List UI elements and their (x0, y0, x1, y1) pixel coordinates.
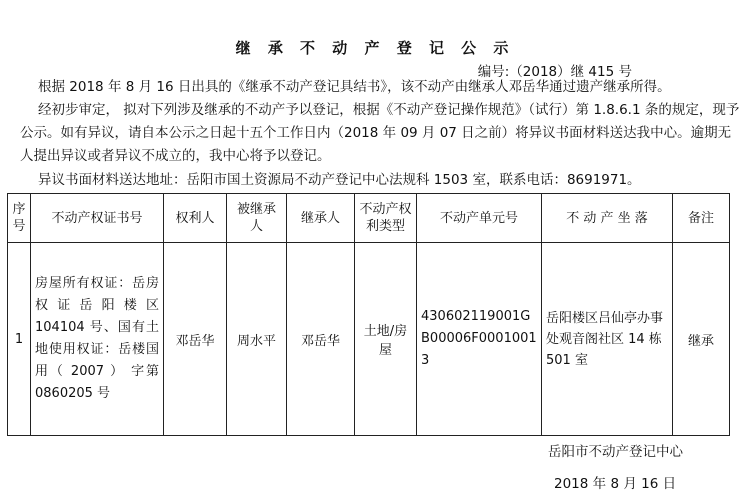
cell-heir: 邓岳华 (287, 243, 355, 436)
cell-decedent: 周水平 (227, 243, 287, 436)
paragraph-address: 异议书面材料送达地址：岳阳市国土资源局不动产登记中心法规科 1503 室，联系电话：8691971。 (38, 172, 641, 188)
paragraph-review: 经初步审定， 拟对下列涉及继承的不动产予以登记，根据《不动产登记操作规范》（试行）第 1.8.6.1 条的规定，现予公示。如有异议，请自本公示之日起十五个工作日内（2018 年 09 月 07 日之前）将异议书面材料送达我中心。逾期无人提出异议或者异议不成立的，我中心将予以登记。 (20, 102, 740, 164)
table-row (8, 243, 730, 436)
paragraph-basis: 根据 2018 年 8 月 16 日出具的《继承不动产登记具结书》，该不动产由继承人邓岳华通过遗产继承所得。 (38, 79, 671, 95)
table-header-row (8, 194, 730, 243)
cell-remark: 继承 (673, 243, 730, 436)
header-heir: 继承人 (287, 194, 355, 243)
header-unit-no: 不动产单元号 (417, 194, 542, 243)
registration-table (7, 193, 730, 436)
reference-number: 编号:（2018）继 415 号 (477, 64, 632, 80)
notice-title: 继 承 不 动 产 登 记 公 示 (235, 39, 515, 57)
header-seq: 序号 (8, 194, 31, 243)
header-right-holder: 权利人 (164, 194, 227, 243)
cell-right-holder: 邓岳华 (164, 243, 227, 436)
cell-unit-no: 430602119001GB00006F00010013 (417, 243, 542, 436)
cell-right-type: 土地/房屋 (355, 243, 417, 436)
issue-date: 2018 年 8 月 16 日 (554, 476, 677, 492)
cell-cert-no: 房屋所有权证：岳房权证岳阳楼区 104104 号、国有土地使用权证：岳楼国用（ 2007 ） 字第 0860205 号 (31, 243, 164, 436)
issuer-signature: 岳阳市不动产登记中心 (548, 444, 683, 460)
cell-seq: 1 (8, 243, 31, 436)
header-decedent: 被继承人 (227, 194, 287, 243)
header-location: 不 动 产 坐 落 (542, 194, 673, 243)
header-remark: 备注 (673, 194, 730, 243)
header-cert-no: 不动产权证书号 (31, 194, 164, 243)
cell-location: 岳阳楼区吕仙亭办事处观音阁社区 14 栋 501 室 (542, 243, 673, 436)
header-right-type: 不动产权利类型 (355, 194, 417, 243)
